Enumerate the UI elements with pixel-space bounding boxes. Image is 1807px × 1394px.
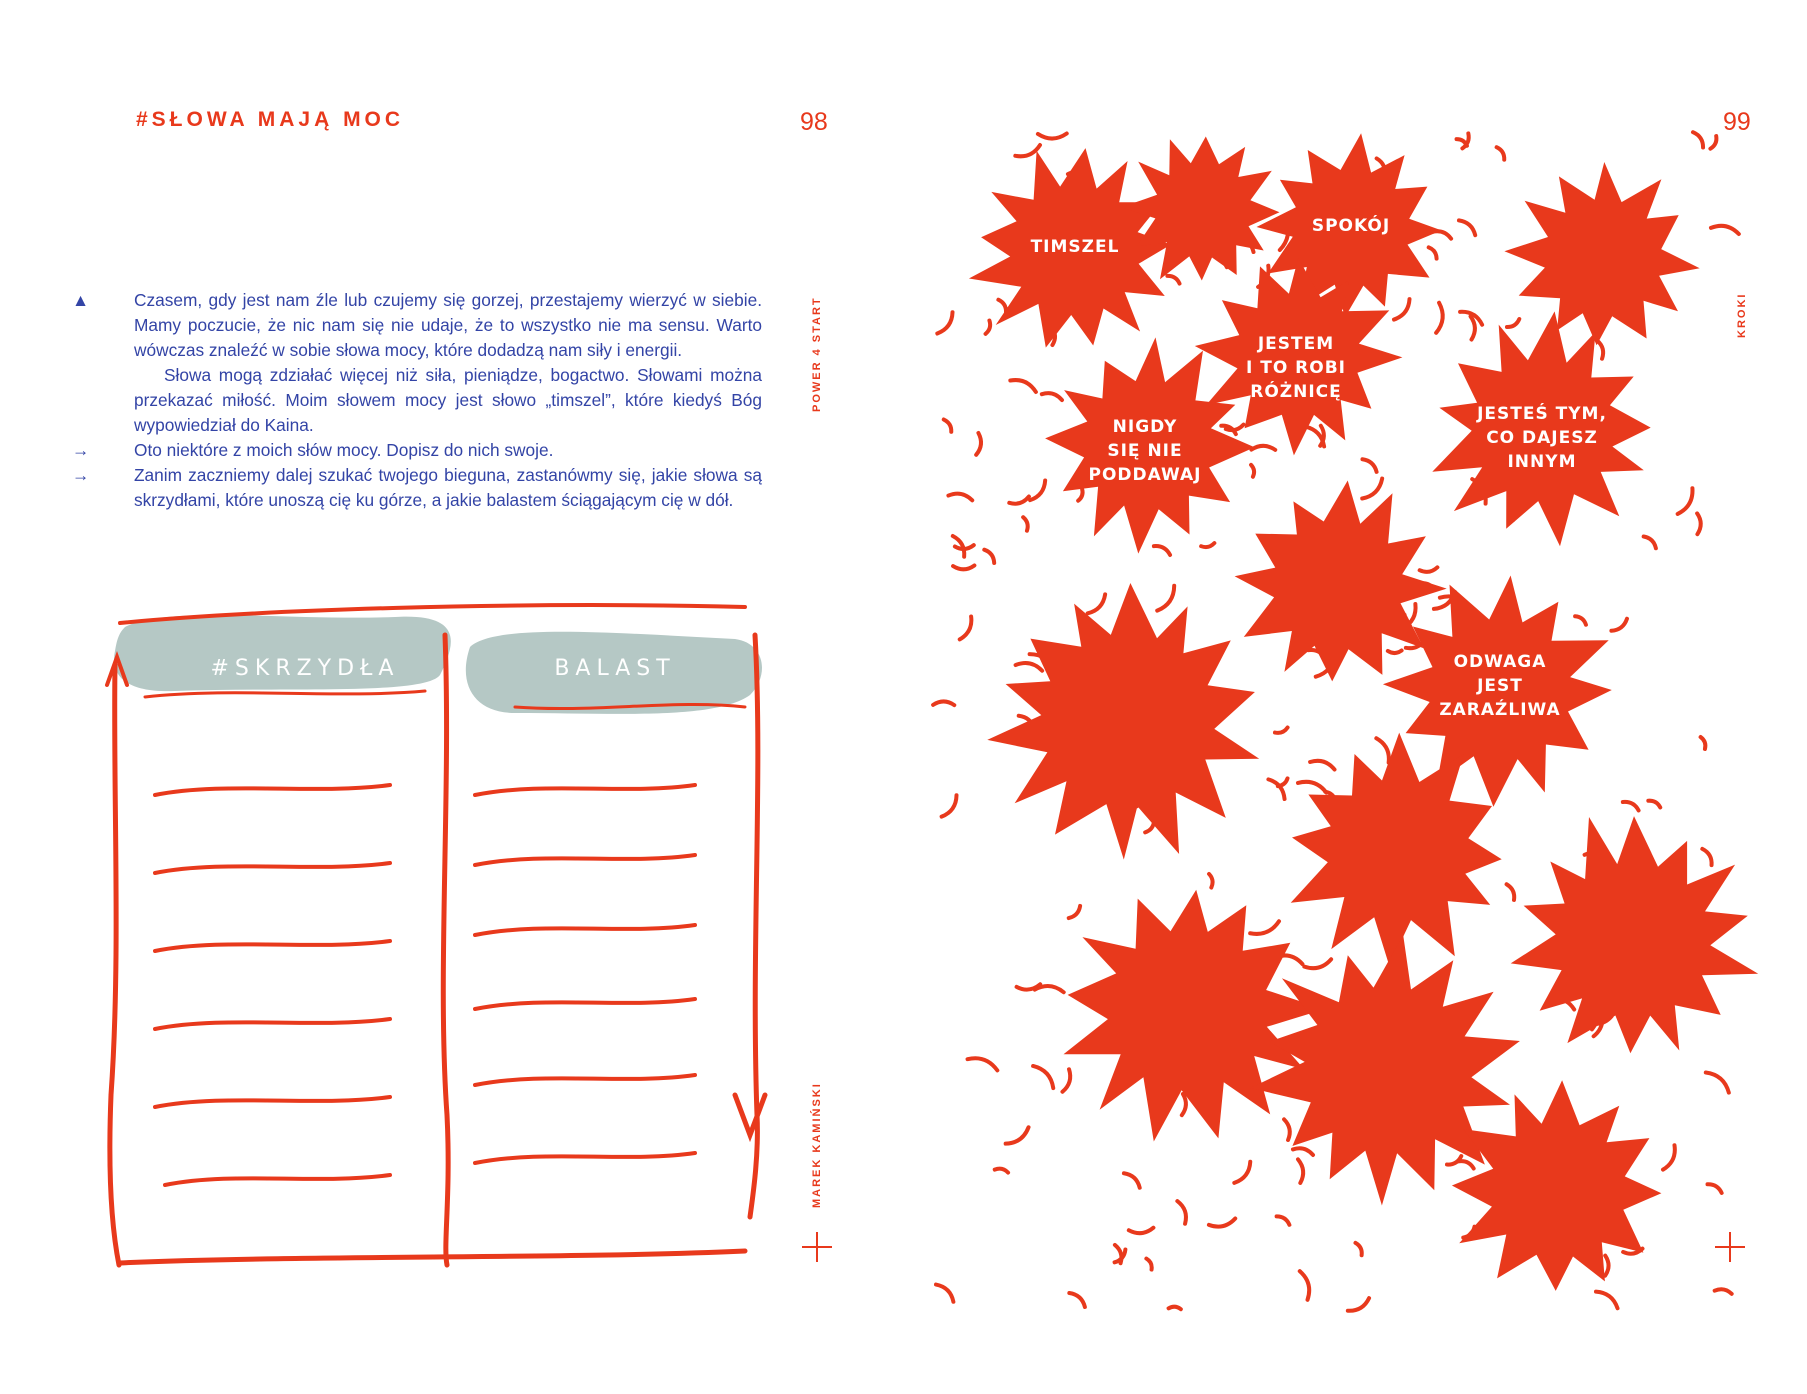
squiggle-mark [1348,1298,1369,1311]
squiggle-mark [1611,619,1627,631]
squiggle-mark [1069,906,1080,918]
squiggle-mark [1605,1256,1608,1276]
squiggle-mark [1678,488,1693,514]
paragraph-text: Słowa mogą zdziałać więcej niż siła, pieniądze, bogactwo. Słowami można przekazać miłość. Moim słowem mocy jest słowo „timszel”, które kiedyś Bóg wypowiedział do Kaina. [134,365,762,435]
squiggle-mark [1623,802,1639,811]
writing-line [155,863,390,873]
squiggle-mark [1010,380,1036,392]
squiggle-mark [1006,1127,1029,1143]
squiggle-mark [1201,543,1214,547]
squiggle-mark [1507,884,1515,900]
series-label: POWER 4 START [811,296,823,412]
squiggle-mark [1298,1159,1303,1183]
starburst [1291,733,1502,967]
author-label: MAREK KAMIŃSKI [811,1082,823,1208]
squiggle-mark [968,1058,998,1070]
arrow-right-icon: → [72,440,90,460]
squiggle-mark [1596,1292,1618,1309]
squiggle-mark [1575,616,1586,624]
squiggle-mark [1300,1271,1309,1300]
squiggle-mark [1663,1145,1675,1169]
left-page [0,0,903,1394]
squiggle-mark [1459,1161,1474,1168]
squiggle-mark [1177,1201,1186,1224]
squiggle-mark [948,494,972,501]
squiggle-mark [1042,393,1062,400]
crop-mark-left [802,1232,832,1262]
squiggle-mark [1182,1094,1186,1115]
squiggle-mark [1124,1173,1140,1187]
squiggle-mark [1459,220,1475,235]
squiggle-mark [1715,1289,1732,1294]
starburst [987,583,1259,860]
squiggle-mark [1284,1119,1290,1140]
squiggle-mark [1016,663,1043,671]
squiggle-mark [942,795,957,816]
squiggle-mark [1710,136,1716,149]
starburst [1504,162,1699,345]
squiggle-mark [1157,586,1174,611]
writing-line [475,785,695,795]
squiggle-mark [998,300,1006,313]
squiggle-mark [1497,147,1505,159]
squiggle-mark [984,550,994,563]
squiggle-mark [1702,849,1711,865]
arrow-down-head [735,1095,765,1135]
bursts-illustration [903,0,1807,1394]
paragraph-text: Czasem, gdy jest nam źle lub czujemy się gorzej, przestajemy wierzyć w siebie. Mamy poczucie, że nic nam się nie udaje, że to wszystko nie ma sensu. Warto wówczas znaleźć w sobie słowa mocy, które dodadzą nam siły i energii. [134,290,762,360]
writing-line [155,785,390,795]
squiggle-mark [1310,761,1334,770]
power-word-nigdy: NIGDY SIĘ NIE PODDAWAJ [1088,417,1202,485]
squiggle-mark [1298,782,1326,793]
squiggle-mark [1033,1066,1053,1088]
paragraph-intro [72,288,762,363]
squiggle-mark [944,420,952,432]
squiggle-mark [1362,479,1382,499]
squiggle-mark [1030,480,1045,500]
squiggle-mark [1436,303,1443,333]
column-divider [443,635,448,1265]
writing-line [165,1175,390,1185]
squiggle-mark [1277,1216,1290,1224]
squiggle-mark [986,321,991,334]
squiggle-mark [953,565,974,569]
squiggle-mark [1507,319,1519,327]
squiggle-mark [1706,1072,1729,1092]
squiggle-mark [936,1285,953,1302]
power-word-odwaga: ODWAGA JEST ZARAŹLIWA [1439,652,1561,720]
squiggle-mark [1701,737,1706,749]
squiggle-mark [1129,1228,1154,1233]
squiggle-mark [995,1169,1008,1173]
power-word-jestes: JESTEŚ TYM, CO DAJESZ INNYM [1477,404,1607,472]
squiggle-mark [1648,801,1660,808]
squiggle-mark [1376,738,1389,762]
squiggle-mark [1169,1307,1181,1310]
page-number-left: 98 [800,108,828,136]
squiggle-mark [1015,145,1040,156]
page-number-right: 99 [1723,108,1751,136]
writing-line [155,1019,390,1029]
squiggle-mark [1038,134,1067,139]
power-word-timszel: TIMSZEL [1030,237,1120,257]
starburst [1250,935,1520,1205]
column-header-ballast: BALAST [554,656,676,681]
squiggle-mark [1429,247,1437,258]
power-word-jestem: JESTEM I TO ROBI RÓŻNICĘ [1245,334,1347,402]
squiggle-mark [1251,465,1254,477]
squiggle-mark [1293,1148,1313,1155]
squiggle-mark [1009,497,1029,504]
squiggle-mark [1167,276,1179,284]
column-header-wings: #SKRZYDŁA [210,656,400,681]
squiggle-mark [1304,959,1331,968]
starburst [1511,816,1759,1053]
squiggle-mark [1209,1218,1235,1226]
writing-line [475,855,695,865]
squiggle-mark [1693,132,1703,147]
squiggle-mark [960,616,972,639]
squiggle-mark [933,701,954,705]
worksheet-strokes [107,605,765,1265]
writing-line [475,925,695,935]
squiggle-mark [1362,459,1376,472]
squiggle-mark [1088,594,1105,613]
chapter-label: KROKI [1736,292,1748,338]
squiggle-mark [1234,1162,1250,1183]
outer-frame-bottom [119,1251,745,1263]
power-word-spokoj: SPOKÓJ [1311,216,1391,236]
squiggle-mark [1355,1243,1361,1255]
squiggle-mark [937,312,952,333]
squiggle-mark [1708,1184,1722,1193]
paragraph-text: Oto niektóre z moich słów mocy. Dopisz do nich swoje. [134,440,554,460]
squiggle-mark [1251,446,1275,450]
writing-line [155,1097,390,1107]
right-page [903,0,1807,1394]
squiggle-mark [1597,340,1603,358]
arrow-right-icon: → [72,465,90,485]
squiggle-mark [1023,517,1028,531]
squiggle-mark [1250,921,1279,934]
writing-line [475,1075,695,1085]
squiggle-mark [1146,1259,1151,1270]
squiggle-mark [1697,513,1701,534]
body-text [72,288,762,513]
starburst [1064,890,1325,1142]
paragraph-text: Zanim zaczniemy dalej szukać twojego bieguna, zastanówmy się, jakie słowa są skrzydłami, które unoszą cię ku górze, a jakie balastem ściągającym cię w dół. [134,465,762,510]
squiggle-mark [1078,489,1082,501]
crop-mark-right [1715,1232,1745,1262]
squiggle-mark [1711,226,1739,234]
writing-line [475,999,695,1009]
writing-line [155,941,390,951]
squiggle-mark [1017,984,1041,989]
squiggle-mark [1394,299,1410,319]
outer-frame-left [110,665,119,1265]
squiggle-mark [1069,1293,1085,1307]
squiggle-mark [1388,651,1402,654]
triangle-icon: ▲ [72,290,90,310]
squiggle-mark [1420,567,1438,572]
writing-line [475,1153,695,1163]
squiggle-mark [976,433,981,455]
squiggle-mark [1278,778,1288,786]
squiggle-mark [1268,779,1284,799]
starburst [1452,1080,1662,1291]
header-underline-left [145,691,425,697]
paragraph-power-words [72,363,762,438]
starburst [1235,481,1447,682]
squiggle-mark [1471,316,1475,339]
worksheet [95,595,795,1295]
squiggle-mark [1275,728,1288,733]
paragraph-question [72,463,762,513]
squiggle-mark [1209,874,1213,888]
paragraph-instruction [72,438,762,463]
squiggle-mark [1154,546,1170,555]
squiggle-mark [1644,536,1656,548]
section-title: #SŁOWA MAJĄ MOC [136,108,405,131]
worksheet-drawing [95,595,795,1295]
squiggle-mark [1062,1069,1070,1092]
